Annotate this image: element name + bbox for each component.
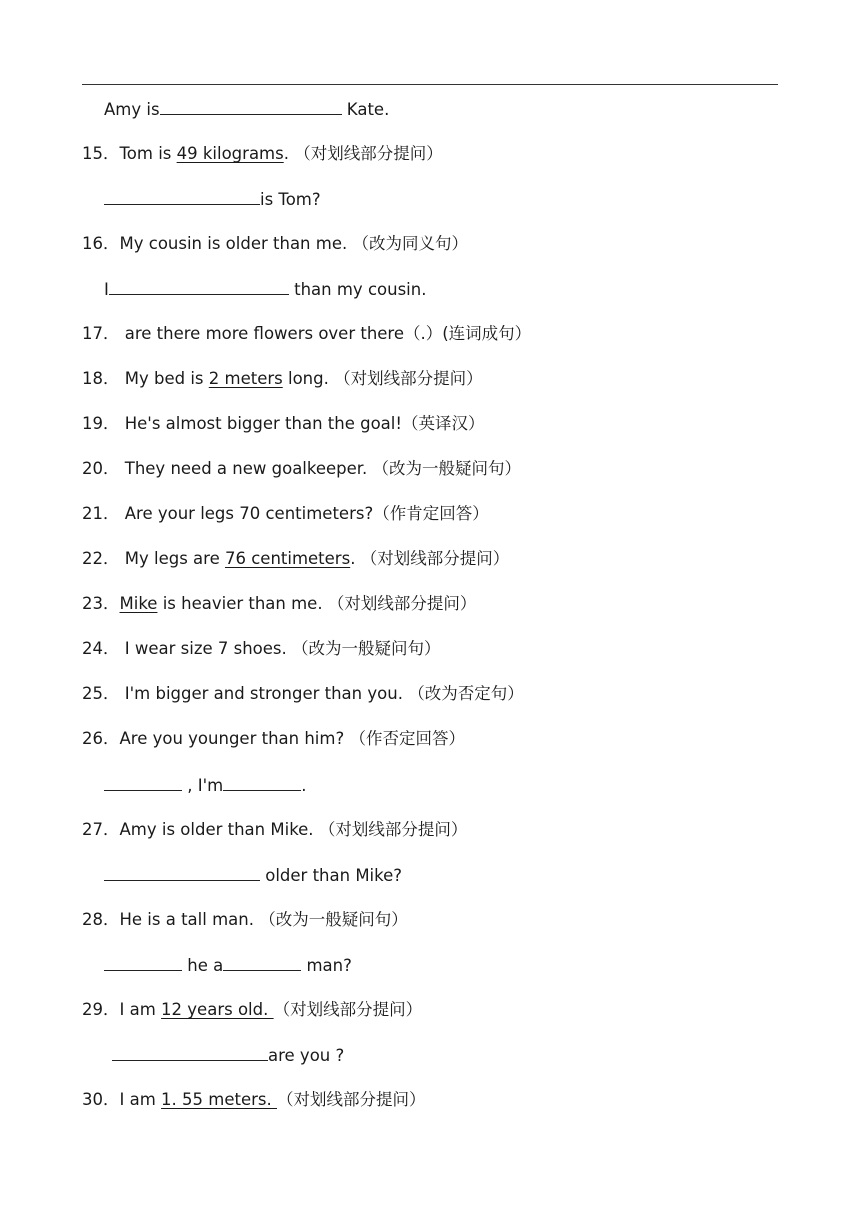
question-text: Are your legs 70 centimeters? [119, 504, 374, 523]
question-text: He is a tall man. [119, 910, 260, 929]
instruction: （改为否定句） [408, 684, 524, 703]
instruction: （对划线部分提问） [318, 820, 468, 839]
question-number: 27． [82, 820, 120, 839]
question-text: are there more flowers over there（.） [119, 324, 443, 343]
question-text: I wear size 7 shoes. [119, 639, 293, 658]
question-22 [82, 548, 509, 570]
question-23 [82, 593, 476, 615]
instruction: （改为一般疑问句） [292, 639, 441, 658]
answer-line-28 [104, 954, 352, 977]
underlined-text: 76 centimeters [224, 549, 351, 568]
question-text: He's almost bigger than the goal! [119, 414, 402, 433]
question-17 [82, 323, 531, 345]
question-number: 30． [82, 1090, 120, 1109]
question-text: My bed is [119, 369, 209, 388]
question-text: I am [119, 1090, 162, 1109]
answer-blank[interactable] [223, 954, 301, 971]
question-text: Amy is older than Mike. [119, 820, 319, 839]
answer-text: man? [301, 956, 352, 975]
question-30 [82, 1089, 426, 1111]
question-number: 22． [82, 549, 120, 568]
question-text: is heavier than me. [157, 594, 328, 613]
question-number: 24． [82, 639, 120, 658]
question-number: 16． [82, 234, 120, 253]
question-text: Tom is [119, 144, 177, 163]
instruction: （改为一般疑问句） [372, 459, 522, 478]
instruction: （改为一般疑问句） [259, 910, 408, 929]
question-24 [82, 638, 441, 660]
instruction: （对划线部分提问） [334, 369, 483, 388]
question-text: I'm bigger and stronger than you. [119, 684, 409, 703]
instruction: （对划线部分提问） [277, 1090, 426, 1109]
answer-line-29 [112, 1044, 344, 1067]
answer-blank[interactable] [104, 188, 260, 205]
question-19 [82, 413, 484, 435]
question-text: They need a new goalkeeper. [119, 459, 373, 478]
question-20 [82, 458, 521, 480]
question-28 [82, 909, 408, 931]
answer-blank[interactable] [104, 774, 182, 791]
answer-text: is Tom? [260, 190, 321, 209]
question-29 [82, 999, 422, 1021]
question-21 [82, 503, 489, 525]
instruction: （对划线部分提问） [327, 594, 477, 613]
answer-text: than my cousin. [288, 280, 427, 299]
question-number: 15． [82, 144, 120, 163]
answer-line-16 [104, 278, 426, 301]
question-number: 23． [82, 594, 120, 613]
answer-text: older than Mike? [260, 866, 403, 885]
answer-text: he a [182, 956, 224, 975]
question-text: My cousin is older than me. [119, 234, 353, 253]
question-25 [82, 683, 524, 705]
instruction: （对划线部分提问） [294, 144, 443, 163]
underlined-text: 2 meters [208, 369, 283, 388]
instruction: （作否定回答） [349, 729, 465, 748]
question-number: 19． [82, 414, 120, 433]
question-number: 21． [82, 504, 120, 523]
answer-blank[interactable] [112, 1044, 268, 1061]
question-text: long. [282, 369, 335, 388]
question-number: 28． [82, 910, 120, 929]
answer-line-26 [104, 774, 306, 797]
instruction: （英译汉） [401, 414, 485, 433]
answer-text: I [104, 280, 109, 299]
answer-blank[interactable] [223, 774, 301, 791]
answer-line-14 [104, 98, 389, 121]
instruction: （对划线部分提问） [273, 1000, 423, 1019]
question-text: Are you younger than him? [119, 729, 350, 748]
question-text: I am [119, 1000, 162, 1019]
question-26 [82, 728, 465, 750]
header-rule [82, 84, 778, 85]
answer-text: are you ? [268, 1046, 345, 1065]
question-text: . [350, 549, 361, 568]
question-number: 29． [82, 1000, 120, 1019]
question-number: 25． [82, 684, 120, 703]
question-number: 20． [82, 459, 120, 478]
answer-blank[interactable] [104, 864, 260, 881]
question-text: . [283, 144, 295, 163]
question-text: My legs are [119, 549, 225, 568]
instruction: （对划线部分提问） [360, 549, 510, 568]
answer-line-27 [104, 864, 402, 887]
question-number: 17． [82, 324, 120, 343]
underlined-text: 1. 55 meters. [161, 1090, 277, 1109]
answer-text: , I'm [182, 776, 224, 795]
answer-text: . [301, 776, 307, 795]
question-27 [82, 819, 467, 841]
answer-text: Amy is [104, 100, 160, 119]
instruction: （改为同义句） [352, 234, 468, 253]
answer-line-15 [104, 188, 321, 211]
answer-blank[interactable] [104, 954, 182, 971]
answer-blank[interactable] [160, 98, 342, 115]
answer-blank[interactable] [109, 278, 289, 295]
question-number: 26． [82, 729, 120, 748]
answer-text: Kate. [341, 100, 390, 119]
question-15 [82, 143, 443, 165]
question-18 [82, 368, 483, 390]
instruction: （作肯定回答） [373, 504, 489, 523]
question-number: 18． [82, 369, 120, 388]
underlined-text: 12 years old. [161, 1000, 274, 1019]
underlined-text: 49 kilograms [176, 144, 284, 163]
question-16 [82, 233, 468, 255]
instruction: (连词成句） [442, 324, 532, 343]
underlined-text: Mike [119, 594, 158, 613]
